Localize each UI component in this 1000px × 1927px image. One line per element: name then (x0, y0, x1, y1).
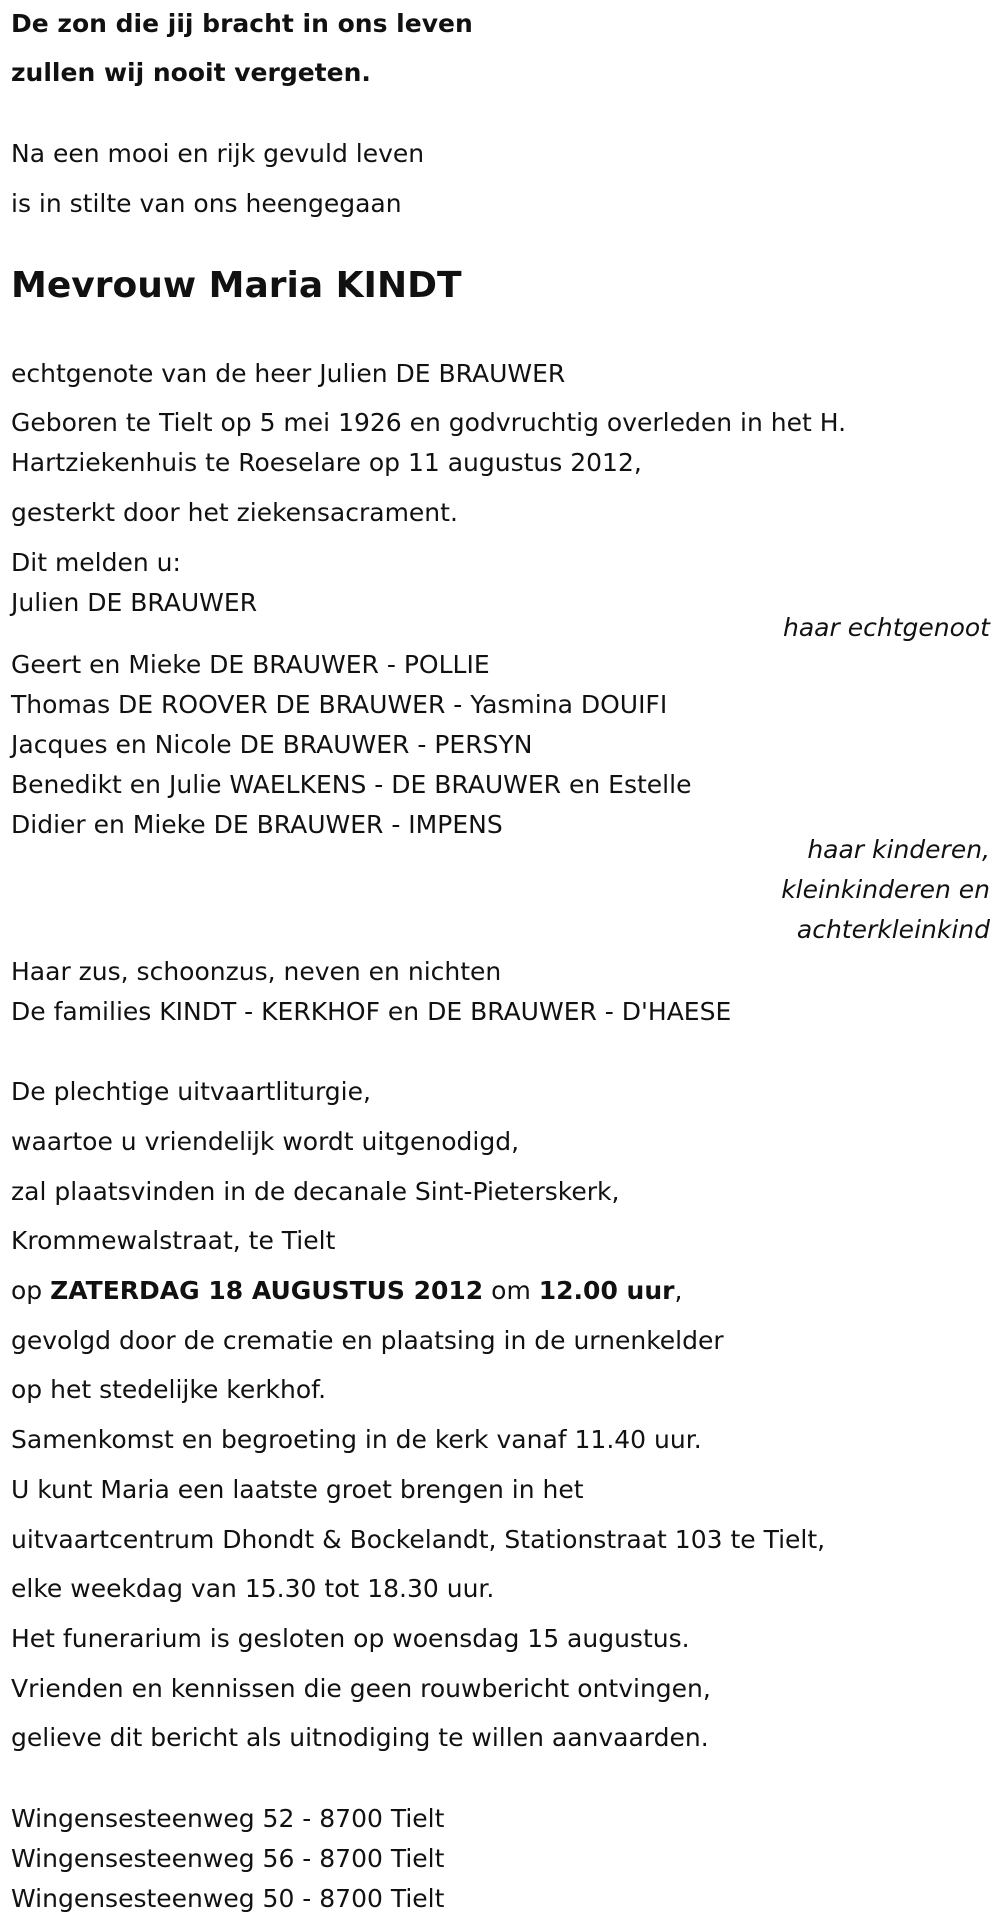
ceremony-line: gelieve dit bericht als uitnodiging te willen aanvaarden. (11, 1723, 709, 1752)
ceremony-line: zal plaatsvinden in de decanale Sint-Pieterskerk, (11, 1177, 620, 1206)
spouse-line: echtgenote van de heer Julien DE BRAUWER (11, 359, 566, 388)
children-line: Jacques en Nicole DE BRAUWER - PERSYN (11, 730, 533, 759)
address-line: Wingensesteenweg 56 - 8700 Tielt (11, 1844, 445, 1873)
date-suffix: , (674, 1276, 683, 1305)
ceremony-date: ZATERDAG 18 AUGUSTUS 2012 (50, 1276, 484, 1305)
ceremony-date-line (11, 1275, 682, 1307)
children-line: Benedikt en Julie WAELKENS - DE BRAUWER en Estelle (11, 770, 692, 799)
deceased-name: Mevrouw Maria KINDT (11, 265, 462, 306)
ceremony-line: waartoe u vriendelijk wordt uitgenodigd, (11, 1127, 520, 1156)
ceremony-line: Samenkomst en begroeting in de kerk vanaf 11.40 uur. (11, 1425, 702, 1454)
sacrament-line: gesterkt door het ziekensacrament. (11, 498, 458, 527)
date-mid: om (483, 1276, 539, 1305)
children-role-line: haar kinderen, (807, 835, 990, 864)
children-role-line: kleinkinderen en (781, 875, 990, 904)
children-line: Didier en Mieke DE BRAUWER - IMPENS (11, 810, 503, 839)
birth-death-line-2: Hartziekenhuis te Roeselare op 11 augustus 2012, (11, 448, 642, 477)
motto-line-1: De zon die jij bracht in ons leven (11, 9, 473, 38)
ceremony-line: uitvaartcentrum Dhondt & Bockelandt, Stationstraat 103 te Tielt, (11, 1525, 826, 1554)
announce-line: Dit melden u: (11, 548, 181, 577)
address-line: Wingensesteenweg 50 - 8700 Tielt (11, 1884, 445, 1913)
relatives-line-2: De families KINDT - KERKHOF en DE BRAUWER - D'HAESE (11, 997, 732, 1026)
relatives-line-1: Haar zus, schoonzus, neven en nichten (11, 957, 502, 986)
ceremony-time: 12.00 uur (538, 1276, 675, 1305)
children-line: Thomas DE ROOVER DE BRAUWER - Yasmina DOUIFI (11, 690, 668, 719)
ceremony-line: op het stedelijke kerkhof. (11, 1375, 327, 1404)
address-line: Wingensesteenweg 52 - 8700 Tielt (11, 1804, 445, 1833)
ceremony-line: De plechtige uitvaartliturgie, (11, 1077, 371, 1106)
ceremony-line: Het funerarium is gesloten op woensdag 15 augustus. (11, 1624, 690, 1653)
ceremony-line: elke weekdag van 15.30 tot 18.30 uur. (11, 1574, 495, 1603)
children-line: Geert en Mieke DE BRAUWER - POLLIE (11, 650, 490, 679)
children-role-line: achterkleinkind (796, 915, 990, 944)
ceremony-line: Vrienden en kennissen die geen rouwbericht ontvingen, (11, 1674, 711, 1703)
husband-role: haar echtgenoot (783, 613, 990, 642)
date-prefix: op (11, 1276, 51, 1305)
husband-name: Julien DE BRAUWER (11, 588, 258, 617)
intro-line-1: Na een mooi en rijk gevuld leven (11, 139, 425, 168)
ceremony-line: Krommewalstraat, te Tielt (11, 1226, 336, 1255)
ceremony-line: U kunt Maria een laatste groet brengen in het (11, 1475, 584, 1504)
motto-line-2: zullen wij nooit vergeten. (11, 58, 371, 87)
ceremony-line: gevolgd door de crematie en plaatsing in de urnenkelder (11, 1326, 724, 1355)
intro-line-2: is in stilte van ons heengegaan (11, 189, 402, 218)
birth-death-line-1: Geboren te Tielt op 5 mei 1926 en godvruchtig overleden in het H. (11, 408, 847, 437)
